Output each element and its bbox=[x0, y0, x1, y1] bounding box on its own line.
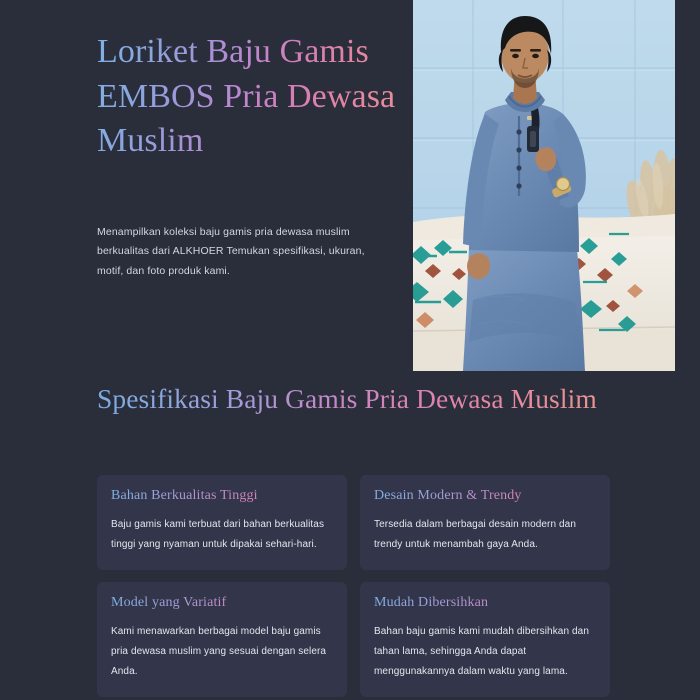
hero-text-block bbox=[97, 30, 397, 277]
section-title: Spesifikasi Baju Gamis Pria Dewasa Muslim bbox=[97, 380, 610, 417]
spec-card-body: Baju gamis kami terbuat dari bahan berkualitas tinggi yang nyaman untuk dipakai sehari-hari. bbox=[111, 518, 325, 550]
specification-section bbox=[97, 380, 610, 677]
spec-card-title: Bahan Berkualitas Tinggi bbox=[111, 488, 333, 505]
spec-card-title: Model yang Variatif bbox=[111, 595, 333, 612]
spec-card-title: Desain Modern & Trendy bbox=[374, 488, 596, 505]
spec-card-bahan-berkualitas-tinggi bbox=[97, 475, 347, 570]
spec-card-body: Bahan baju gamis kami mudah dibersihkan dan tahan lama, sehingga Anda dapat menggunakannya dalam waktu yang lama. bbox=[374, 625, 589, 677]
spec-card-title: Mudah Dibersihkan bbox=[374, 595, 596, 612]
product-photo-illustration bbox=[413, 0, 675, 371]
spec-card-mudah-dibersihkan bbox=[360, 582, 610, 697]
spec-card-model-yang-variatif bbox=[97, 582, 347, 697]
page-title: Loriket Baju Gamis EMBOS Pria Dewasa Muslim bbox=[97, 30, 397, 164]
spec-card-body: Tersedia dalam berbagai desain modern dan trendy untuk menambah gaya Anda. bbox=[374, 518, 577, 550]
specification-card-grid bbox=[97, 475, 610, 697]
spec-card-desain-modern-trendy bbox=[360, 475, 610, 570]
hero-description: Menampilkan koleksi baju gamis pria dewasa muslim berkualitas dari ALKHOER Temukan spesifikasi, ukuran, motif, dan foto produk kami. bbox=[97, 226, 365, 277]
hero-product-image bbox=[413, 0, 675, 371]
spec-card-body: Kami menawarkan berbagai model baju gamis pria dewasa muslim yang sesuai dengan selera Anda. bbox=[111, 625, 327, 677]
